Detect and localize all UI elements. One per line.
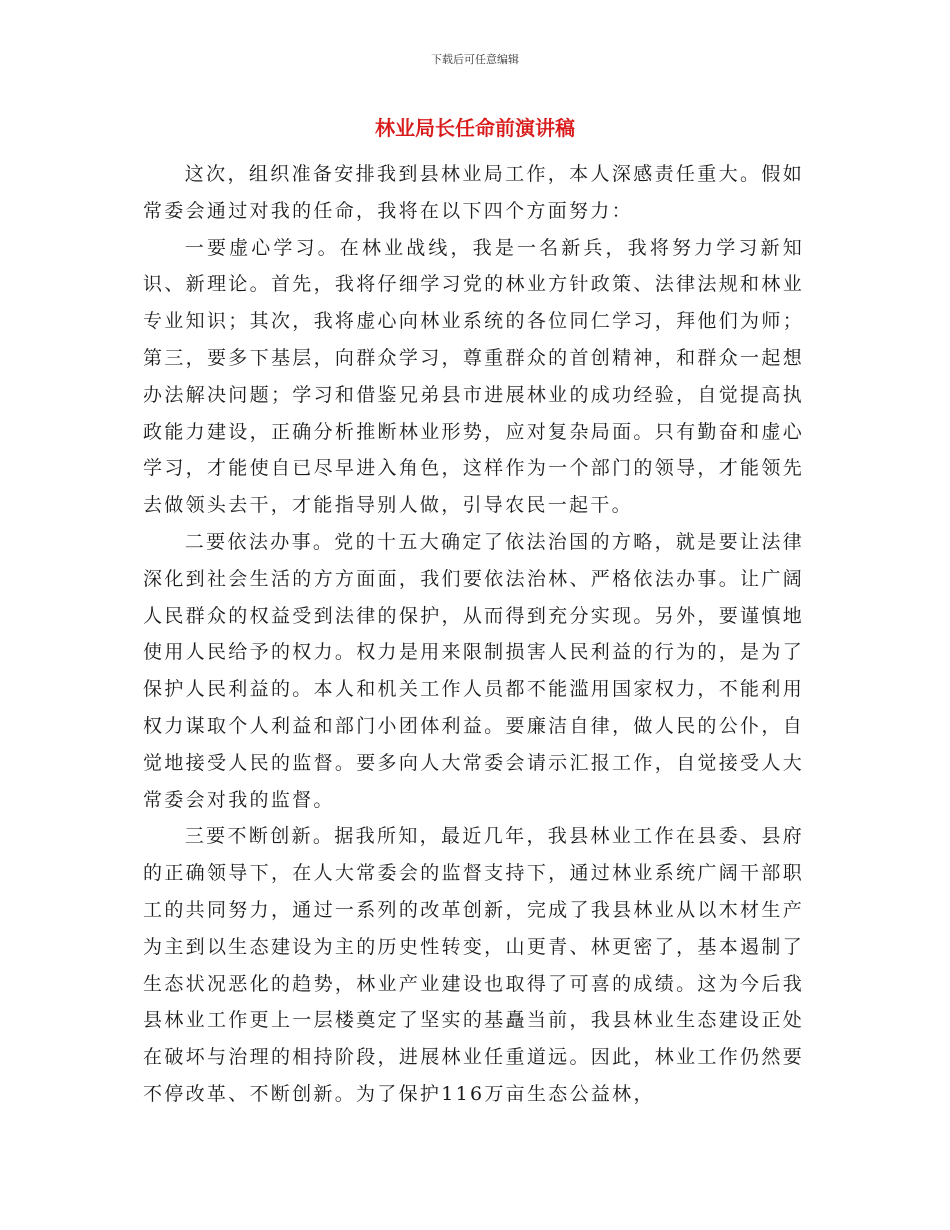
document-title: 林业局长任命前演讲稿	[375, 116, 575, 140]
paragraph-intro: 这次，组织准备安排我到县林业局工作，本人深感责任重大。假如常委会通过对我的任命，我将在以下四个方面努力：	[143, 163, 804, 222]
page-header-note: 下载后可任意编辑	[431, 53, 519, 66]
paragraph-innovation: 三要不断创新。据我所知，最近几年，我县林业工作在县委、县府的正确领导下，在人大常委会的监督支持下，通过林业系统广阔干部职工的共同努力，通过一系列的改革创新，完成了我县林业从以木材生产为主到以生态建设为主的历史性转变，山更青、林更密了，基本遏制了生态状况恶化的趋势，林业产业建设也取得了可喜的成绩。这为今后我县林业工作更上一层楼奠定了坚实的基矗当前，我县林业生态建设正处在破坏与治理的相持阶段，进展林业任重道远。因此，林业工作仍然要不停改革、不断创新。为了保护116万亩生态公益林，	[143, 825, 804, 1105]
paragraph-study: 一要虚心学习。在林业战线，我是一名新兵，我将努力学习新知识、新理论。首先，我将仔细学习党的林业方针政策、法律法规和林业专业知识；其次，我将虚心向林业系统的各位同仁学习，拜他们为师；第三，要多下基层，向群众学习，尊重群众的首创精神，和群众一起想办法解决问题；学习和借鉴兄弟县市进展林业的成功经验，自觉提高执政能力建设，正确分析推断林业形势，应对复杂局面。只有勤奋和虚心学习，才能使自已尽早进入角色，这样作为一个部门的领导，才能领先去做领头去干，才能指导别人做，引导农民一起干。	[143, 236, 804, 517]
document-body	[143, 156, 804, 1113]
paragraph-law: 二要依法办事。党的十五大确定了依法治国的方略，就是要让法律深化到社会生活的方方面面，我们要依法治林、严格依法办事。让广阔人民群众的权益受到法律的保护，从而得到充分实现。另外，要谨慎地使用人民给予的权力。权力是用来限制损害人民利益的行为的，是为了保护人民利益的。本人和机关工作人员都不能滥用国家权力，不能利用权力谋取个人利益和部门小团体利益。要廉洁自律，做人民的公仆，自觉地接受人民的监督。要多向人大常委会请示汇报工作，自觉接受人大常委会对我的监督。	[143, 530, 804, 811]
